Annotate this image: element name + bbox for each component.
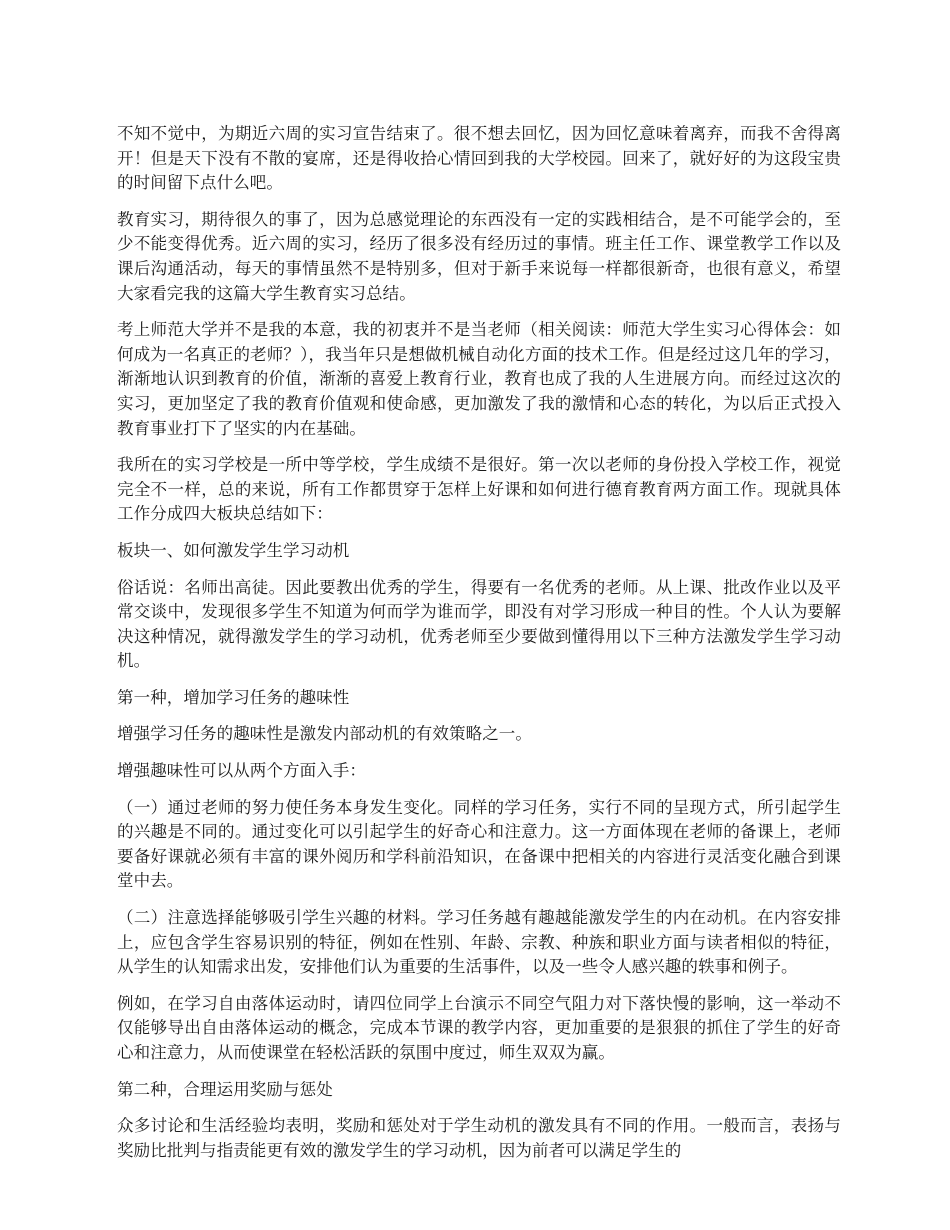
paragraph-aspect-one: （一）通过老师的努力使任务本身发生变化。同样的学习任务，实行不同的呈现方式，所引起学生的兴趣是不同的。通过变化可以引起学生的好奇心和注意力。这一方面体现在老师的备课上，老师要备好课就必须有丰富的课外阅历和学科前沿知识，在备课中把相关的内容进行灵活变化融合到课堂中去。: [117, 797, 841, 891]
paragraph-motivation-background: 考上师范大学并不是我的本意，我的初衷并不是当老师（相关阅读：师范大学生实习心得体会：如何成为一名真正的老师？），我当年只是想做机械自动化方面的技术工作。但是经过这几年的学习，渐渐地认识到教育的价值，渐渐的喜爱上教育行业，教育也成了我的人生进展方向。而经过这次的实习，更加坚定了我的教育价值观和使命感，更加激发了我的激情和心态的转化，为以后正式投入教育事业打下了坚实的内在基础。: [117, 320, 841, 438]
paragraph-internship-expectation: 教育实习，期待很久的事了，因为总感觉理论的东西没有一定的实践相结合，是不可能学会的，至少不能变得优秀。近六周的实习，经历了很多没有经历过的事情。班主任工作、课堂教学工作以及课后沟通活动，每天的事情虽然不是特别多，但对于新手来说每一样都很新奇，也很有意义，希望大家看完我的这篇大学生教育实习总结。: [117, 209, 841, 303]
paragraph-school-overview: 我所在的实习学校是一所中等学校，学生成绩不是很好。第一次以老师的身份投入学校工作，视觉完全不一样，总的来说，所有工作都贯穿于怎样上好课和如何进行德育教育两方面工作。现就具体工作分成四大板块总结如下：: [117, 455, 841, 524]
subheading-method-one: 第一种，增加学习任务的趣味性: [117, 687, 350, 707]
paragraph-reward-punishment: 众多讨论和生活经验均表明，奖励和惩处对于学生动机的激发具有不同的作用。一般而言，表扬与奖励比批判与指责能更有效的激发学生的学习动机，因为前者可以满足学生的: [117, 1116, 841, 1160]
paragraph-excellent-teacher: 俗话说：名师出高徒。因此要教出优秀的学生，得要有一名优秀的老师。从上课、批改作业以及平常交谈中，发现很多学生不知道为何而学为谁而学，即没有对学习形成一种目的性。个人认为要解决这种情况，就得激发学生的学习动机，优秀老师至少要做到懂得用以下三种方法激发学生学习动机。: [117, 577, 841, 671]
subheading-method-two: 第二种，合理运用奖励与惩处: [117, 1079, 333, 1099]
paragraph-interest-strategy: 增强学习任务的趣味性是激发内部动机的有效策略之一。: [117, 724, 532, 744]
document-body: [117, 122, 841, 1175]
paragraph-aspect-two: （二）注意选择能够吸引学生兴趣的材料。学习任务越有趣越能激发学生的内在动机。在内容安排上，应包含学生容易识别的特征，例如在性别、年龄、宗教、种族和职业方面与读者相似的特征，从学生的认知需求出发，安排他们认为重要的生活事件，以及一些令人感兴趣的轶事和例子。: [117, 908, 841, 977]
paragraph-intro: 不知不觉中，为期近六周的实习宣告结束了。很不想去回忆，因为回忆意味着离弃，而我不舍得离开！但是天下没有不散的宴席，还是得收拾心情回到我的大学校园。回来了，就好好的为这段宝贵的时间留下点什么吧。: [117, 124, 841, 193]
paragraph-free-fall-example: 例如，在学习自由落体运动时，请四位同学上台演示不同空气阻力对下落快慢的影响，这一举动不仅能够导出自由落体运动的概念，完成本节课的教学内容，更加重要的是狠狠的抓住了学生的好奇心和注意力，从而使课堂在轻松活跃的氛围中度过，师生双双为赢。: [117, 993, 841, 1062]
paragraph-two-aspects: 增强趣味性可以从两个方面入手：: [117, 761, 366, 781]
section-heading-block-one: 板块一、如何激发学生学习动机: [117, 540, 350, 560]
